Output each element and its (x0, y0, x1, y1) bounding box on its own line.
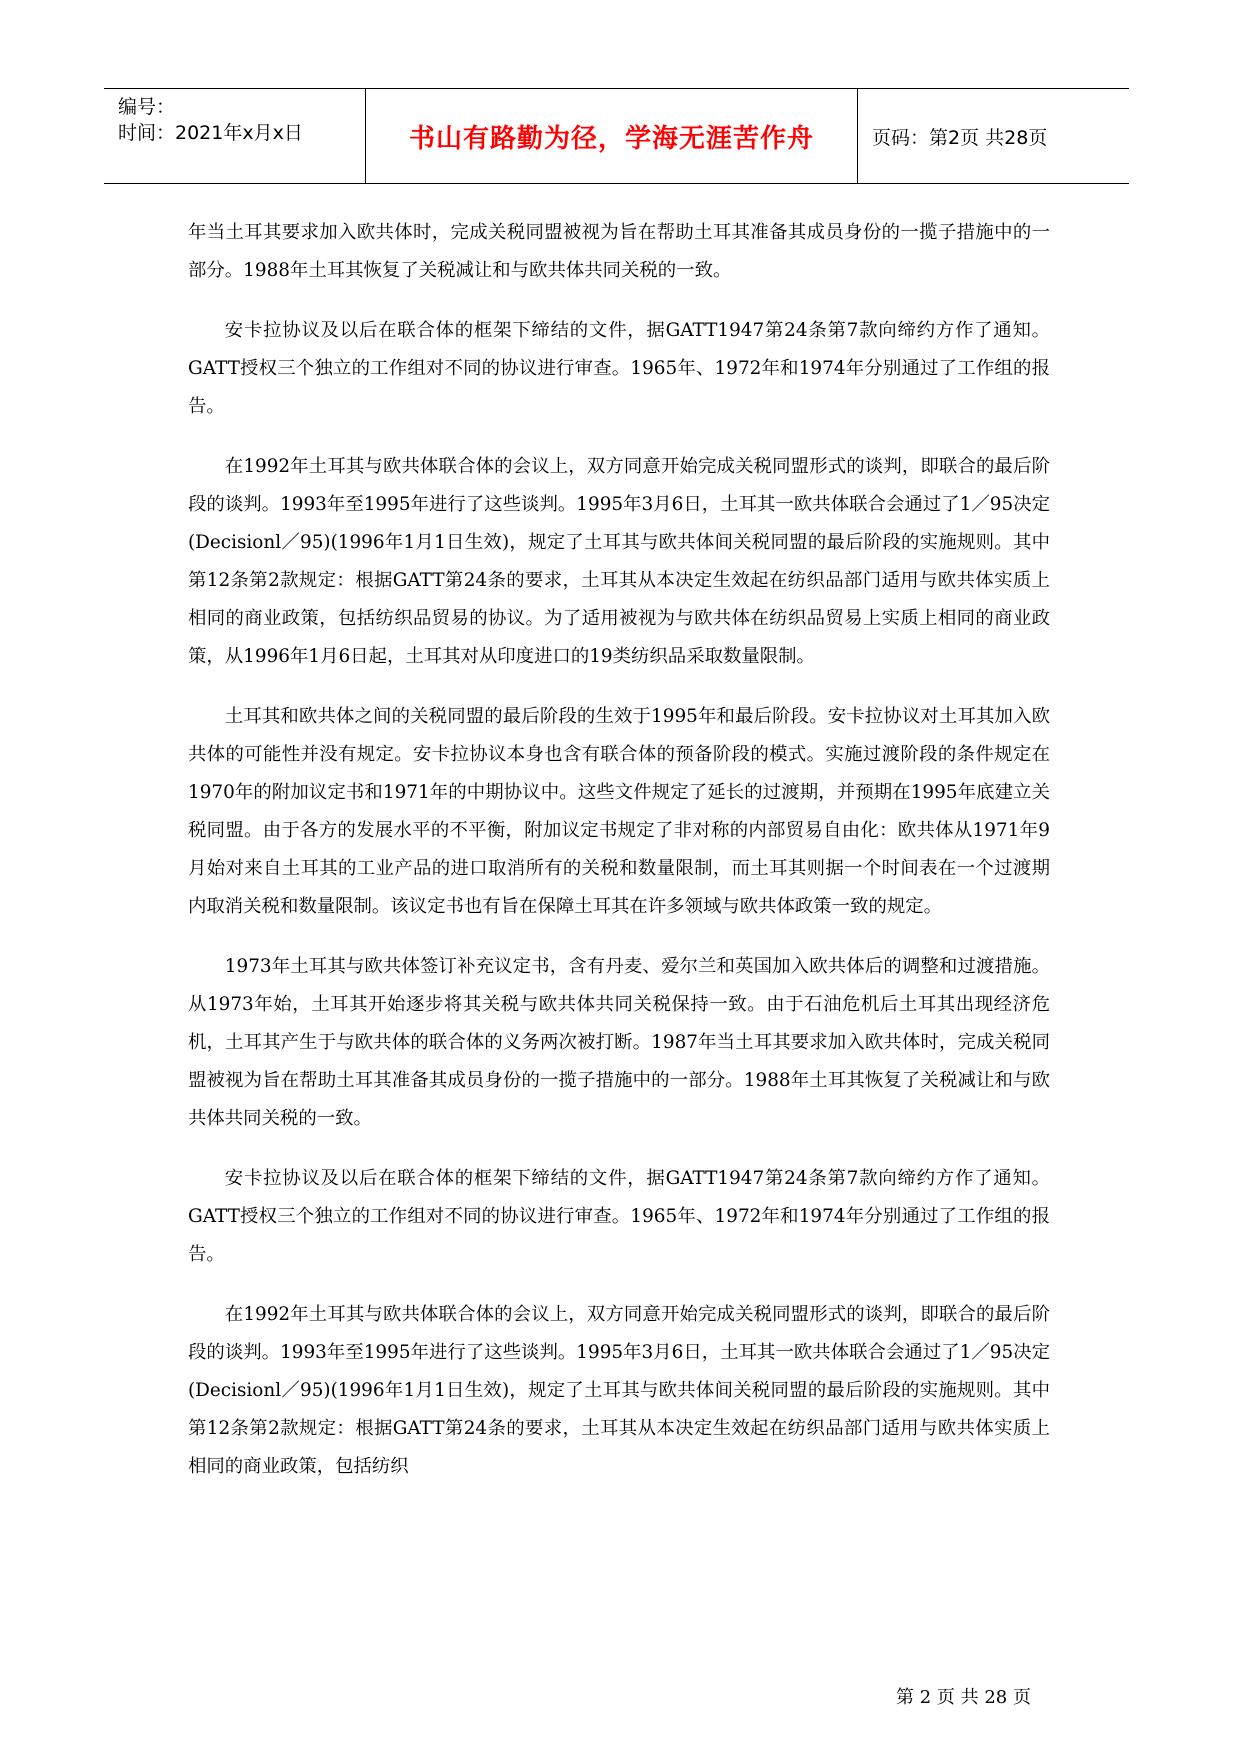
paragraph: 年当土耳其要求加入欧共体时，完成关税同盟被视为旨在帮助土耳其准备其成员身份的一揽子措施中的一部分。1988年土耳其恢复了关税减让和与欧共体共同关税的一致。 (188, 222, 1050, 281)
page-header (104, 88, 1129, 184)
paragraph: 安卡拉协议及以后在联合体的框架下缔结的文件，据GATT1947第24条第7款向缔约方作了通知。GATT授权三个独立的工作组对不同的协议进行审查。1965年、1972年和1974年分别通过了工作组的报告。 (188, 1168, 1050, 1265)
document-number-label: 编号： (118, 96, 176, 118)
document-time-label: 时间：2021年x月x日 (118, 122, 303, 144)
header-meta-cell (104, 89, 366, 183)
paragraph: 在1992年土耳其与欧共体联合体的会议上，双方同意开始完成关税同盟形式的谈判，即联合的最后阶段的谈判。1993年至1995年进行了这些谈判。1995年3月6日，土耳其一欧共体联合会通过了1／95决定(Decisionl／95)(1996年1月1日生效)，规定了土耳其与欧共体间关税同盟的最后阶段的实施规则。其中第12条第2款规定：根据GATT第24条的要求，土耳其从本决定生效起在纺织品部门适用与欧共体实质上相同的商业政策，包括纺织品贸易的协议。为了适用被视为与欧共体在纺织品贸易上实质上相同的商业政策，从1996年1月6日起，土耳其对从印度进口的19类纺织品采取数量限制。 (188, 456, 1050, 667)
paragraph: 土耳其和欧共体之间的关税同盟的最后阶段的生效于1995年和最后阶段。安卡拉协议对土耳其加入欧共体的可能性并没有规定。安卡拉协议本身也含有联合体的预备阶段的模式。实施过渡阶段的条件规定在1970年的附加议定书和1971年的中期协议中。这些文件规定了延长的过渡期，并预期在1995年底建立关税同盟。由于各方的发展水平的不平衡，附加议定书规定了非对称的内部贸易自由化：欧共体从1971年9月始对来自土耳其的工业产品的进口取消所有的关税和数量限制，而土耳其则据一个时间表在一个过渡期内取消关税和数量限制。该议定书也有旨在保障土耳其在许多领域与欧共体政策一致的规定。 (188, 706, 1050, 917)
header-motto-cell (366, 89, 858, 183)
paragraph: 在1992年土耳其与欧共体联合体的会议上，双方同意开始完成关税同盟形式的谈判，即联合的最后阶段的谈判。1993年至1995年进行了这些谈判。1995年3月6日，土耳其一欧共体联合会通过了1／95决定(Decisionl／95)(1996年1月1日生效)，规定了土耳其与欧共体间关税同盟的最后阶段的实施规则。其中第12条第2款规定：根据GATT第24条的要求，土耳其从本决定生效起在纺织品部门适用与欧共体实质上相同的商业政策，包括纺织 (188, 1304, 1050, 1477)
header-page-cell (858, 89, 1129, 183)
header-page-info: 页码：第2页 共28页 (872, 126, 1048, 149)
page-footer: 第 2 页 共 28 页 (896, 1687, 1031, 1708)
header-motto: 书山有路勤为径，学海无涯苦作舟 (408, 123, 814, 154)
document-body (188, 214, 1050, 1508)
paragraph: 安卡拉协议及以后在联合体的框架下缔结的文件，据GATT1947第24条第7款向缔约方作了通知。GATT授权三个独立的工作组对不同的协议进行审查。1965年、1972年和1974年分别通过了工作组的报告。 (188, 320, 1050, 417)
paragraph: 1973年土耳其与欧共体签订补充议定书，含有丹麦、爱尔兰和英国加入欧共体后的调整和过渡措施。从1973年始，土耳其开始逐步将其关税与欧共体共同关税保持一致。由于石油危机后土耳其出现经济危机，土耳其产生于与欧共体的联合体的义务两次被打断。1987年当土耳其要求加入欧共体时，完成关税同盟被视为旨在帮助土耳其准备其成员身份的一揽子措施中的一部分。1988年土耳其恢复了关税减让和与欧共体共同关税的一致。 (188, 956, 1050, 1129)
